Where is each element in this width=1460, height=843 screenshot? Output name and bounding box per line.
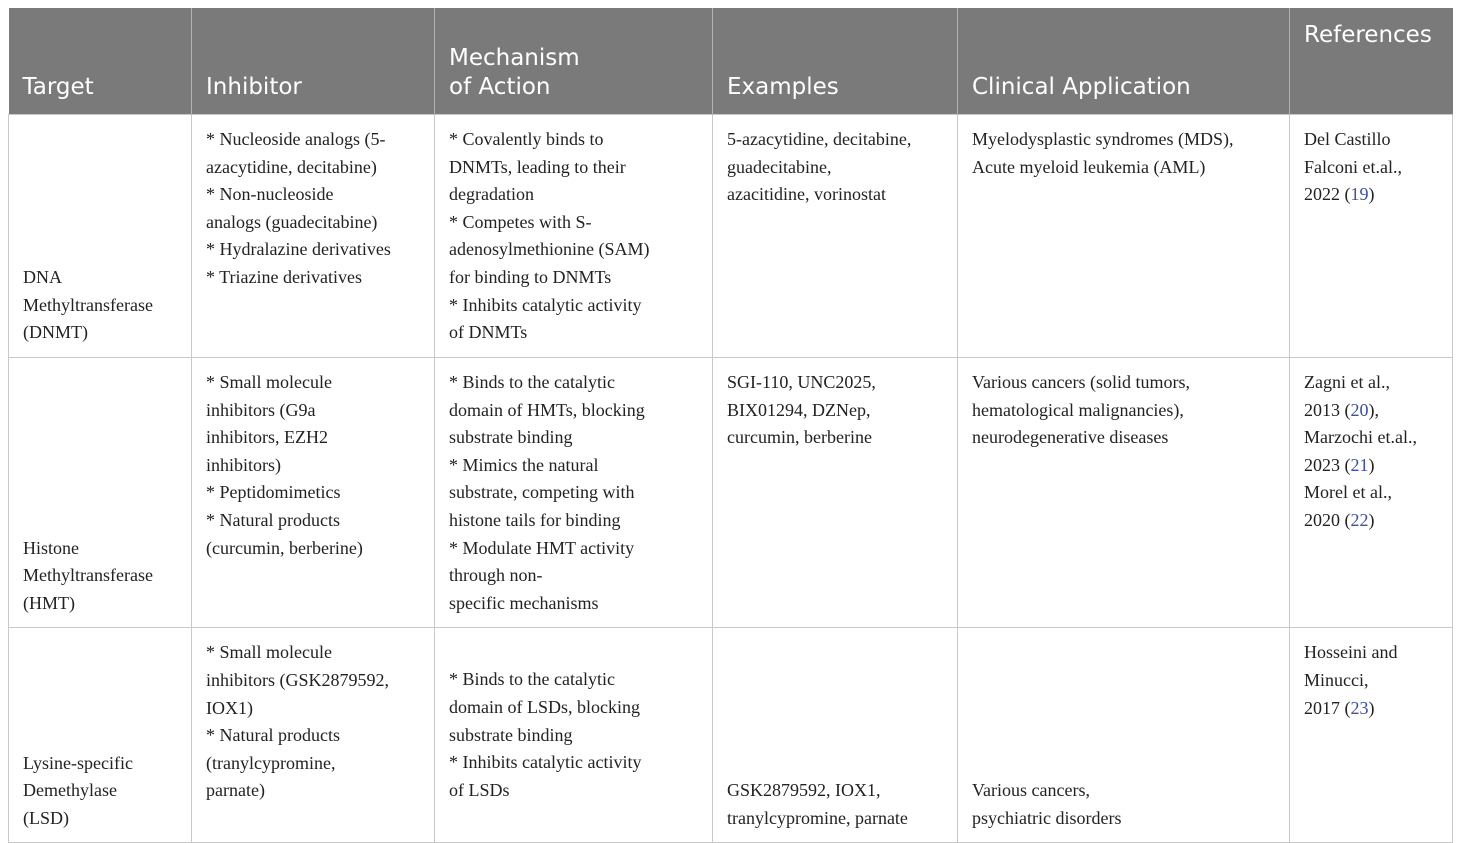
inhibitor-line: * Natural products <box>206 725 340 746</box>
citation-link[interactable]: 23 <box>1350 697 1369 718</box>
reference-line <box>1304 507 1440 535</box>
target-cell <box>9 358 192 628</box>
target-cell <box>9 628 192 843</box>
mechanism-line: * Binds to the catalytic <box>449 669 615 690</box>
inhibitor-line: * Small molecule <box>206 642 332 663</box>
mechanism-cell <box>435 115 713 358</box>
clinical-cell <box>958 628 1290 843</box>
inhibitor-line: * Hydralazine derivatives <box>206 239 391 260</box>
header-row <box>9 8 1453 115</box>
mechanism-cell <box>435 628 713 843</box>
inhibitor-line: * Non-nucleoside <box>206 184 334 205</box>
reference-text: Marzochi et.al., <box>1304 427 1417 448</box>
target-line: Methyltransferase <box>23 294 153 315</box>
clinical-line: Acute myeloid leukemia (AML) <box>972 156 1206 177</box>
inhibitor-cell <box>192 628 435 843</box>
target-line: Histone <box>23 537 79 558</box>
mechanism-line: * Modulate HMT activity <box>449 537 635 558</box>
reference-line <box>1304 369 1440 397</box>
clinical-line: psychiatric disorders <box>972 807 1122 828</box>
header-examples: Examples <box>713 8 958 115</box>
reference-text: Minucci, <box>1304 669 1369 690</box>
examples-cell <box>713 358 958 628</box>
mechanism-line: domain of HMTs, blocking <box>449 399 645 420</box>
target-line: (DNMT) <box>23 322 88 343</box>
examples-line: 5-azacytidine, decitabine, <box>727 129 912 149</box>
header-clinical-application: Clinical Application <box>958 8 1290 115</box>
target-line: (LSD) <box>23 807 69 828</box>
examples-line: tranylcypromine, parnate <box>727 807 908 828</box>
inhibitor-cell <box>192 358 435 628</box>
mechanism-line: substrate binding <box>449 427 573 448</box>
mechanism-line: * Covalently binds to <box>449 129 604 149</box>
references-cell <box>1290 115 1453 358</box>
examples-line: SGI-110, UNC2025, <box>727 372 876 392</box>
examples-cell <box>713 628 958 843</box>
citation-link[interactable]: 19 <box>1350 184 1369 205</box>
header-inhibitor: Inhibitor <box>192 8 435 115</box>
inhibitor-line: * Small molecule <box>206 372 332 392</box>
mechanism-cell <box>435 358 713 628</box>
inhibitor-line: inhibitors (GSK2879592, <box>206 669 390 690</box>
reference-line <box>1304 154 1440 182</box>
target-line: (HMT) <box>23 592 75 613</box>
reference-text: 2017 ( <box>1304 697 1351 718</box>
mechanism-line: * Inhibits catalytic activity <box>449 294 642 315</box>
reference-text: 2013 ( <box>1304 399 1351 420</box>
reference-text: Del Castillo <box>1304 129 1391 149</box>
references-cell <box>1290 358 1453 628</box>
mechanism-line: specific mechanisms <box>449 592 599 613</box>
examples-line: curcumin, berberine <box>727 427 872 448</box>
examples-line: GSK2879592, IOX1, <box>727 780 881 801</box>
inhibitor-cell <box>192 115 435 358</box>
inhibitor-line: parnate) <box>206 780 265 801</box>
reference-suffix: ) <box>1368 184 1375 205</box>
reference-line <box>1304 181 1440 209</box>
mechanism-line: * Competes with S- <box>449 211 592 232</box>
target-line: Demethylase <box>23 780 117 801</box>
header-mechanism-label: Mechanism of Action <box>449 45 580 100</box>
inhibitor-line: azacytidine, decitabine) <box>206 156 377 177</box>
epigenetic-inhibitors-table <box>8 8 1453 843</box>
references-cell <box>1290 628 1453 843</box>
reference-suffix: ), <box>1368 399 1379 420</box>
clinical-line: neurodegenerative diseases <box>972 427 1169 448</box>
reference-line <box>1304 126 1440 154</box>
header-target: Target <box>9 8 192 115</box>
clinical-line: Myelodysplastic syndromes (MDS), <box>972 129 1234 149</box>
mechanism-line: domain of LSDs, blocking <box>449 696 640 717</box>
inhibitor-line: (curcumin, berberine) <box>206 537 363 558</box>
inhibitor-line: * Natural products <box>206 509 340 530</box>
header-references: References <box>1290 8 1453 115</box>
inhibitor-line: analogs (guadecitabine) <box>206 211 378 232</box>
inhibitor-line: * Triazine derivatives <box>206 266 362 287</box>
reference-suffix: ) <box>1368 454 1375 475</box>
reference-line <box>1304 424 1440 452</box>
mechanism-line: degradation <box>449 184 534 205</box>
mechanism-line: through non- <box>449 565 543 586</box>
reference-line <box>1304 479 1440 507</box>
citation-link[interactable]: 21 <box>1350 454 1369 475</box>
clinical-cell <box>958 115 1290 358</box>
mechanism-line: for binding to DNMTs <box>449 266 612 287</box>
inhibitor-line: * Peptidomimetics <box>206 482 341 503</box>
mechanism-line: * Mimics the natural <box>449 454 599 475</box>
mechanism-line: substrate, competing with <box>449 482 635 503</box>
citation-link[interactable]: 20 <box>1350 399 1369 420</box>
inhibitor-line: IOX1) <box>206 697 253 718</box>
reference-text: Hosseini and <box>1304 642 1398 663</box>
clinical-line: Various cancers (solid tumors, <box>972 372 1190 392</box>
reference-text: Morel et al., <box>1304 482 1392 503</box>
examples-line: azacitidine, vorinostat <box>727 184 886 205</box>
reference-suffix: ) <box>1368 697 1375 718</box>
inhibitor-line: * Nucleoside analogs (5- <box>206 129 386 149</box>
mechanism-line: of LSDs <box>449 779 510 800</box>
reference-text: 2020 ( <box>1304 509 1351 530</box>
reference-line <box>1304 397 1440 425</box>
examples-cell <box>713 115 958 358</box>
citation-link[interactable]: 22 <box>1350 509 1369 530</box>
examples-line: BIX01294, DZNep, <box>727 399 871 420</box>
mechanism-line: histone tails for binding <box>449 509 621 530</box>
clinical-line: hematological malignancies), <box>972 399 1184 420</box>
examples-line: guadecitabine, <box>727 156 832 177</box>
mechanism-line: * Inhibits catalytic activity <box>449 752 642 773</box>
reference-text: 2022 ( <box>1304 184 1351 205</box>
header-mechanism <box>435 8 713 115</box>
mechanism-line: adenosylmethionine (SAM) <box>449 239 650 260</box>
table-row <box>9 115 1453 358</box>
inhibitor-line: (tranylcypromine, <box>206 752 336 773</box>
reference-line <box>1304 695 1440 723</box>
reference-line <box>1304 639 1440 667</box>
table-row <box>9 358 1453 628</box>
target-line: DNA <box>23 267 62 288</box>
inhibitor-line: inhibitors (G9a <box>206 399 316 420</box>
mechanism-line: * Binds to the catalytic <box>449 372 615 392</box>
reference-text: 2023 ( <box>1304 454 1351 475</box>
mechanism-line: substrate binding <box>449 724 573 745</box>
target-line: Methyltransferase <box>23 565 153 586</box>
table-row <box>9 628 1453 843</box>
reference-text: Falconi et.al., <box>1304 156 1402 177</box>
target-cell <box>9 115 192 358</box>
clinical-line: Various cancers, <box>972 780 1090 801</box>
inhibitor-line: inhibitors, EZH2 <box>206 427 328 448</box>
target-line: Lysine-specific <box>23 752 133 773</box>
reference-text: Zagni et al., <box>1304 372 1390 392</box>
reference-line <box>1304 452 1440 480</box>
mechanism-line: of DNMTs <box>449 322 528 343</box>
reference-suffix: ) <box>1368 509 1375 530</box>
inhibitor-line: inhibitors) <box>206 454 281 475</box>
reference-line <box>1304 667 1440 695</box>
clinical-cell <box>958 358 1290 628</box>
mechanism-line: DNMTs, leading to their <box>449 156 626 177</box>
